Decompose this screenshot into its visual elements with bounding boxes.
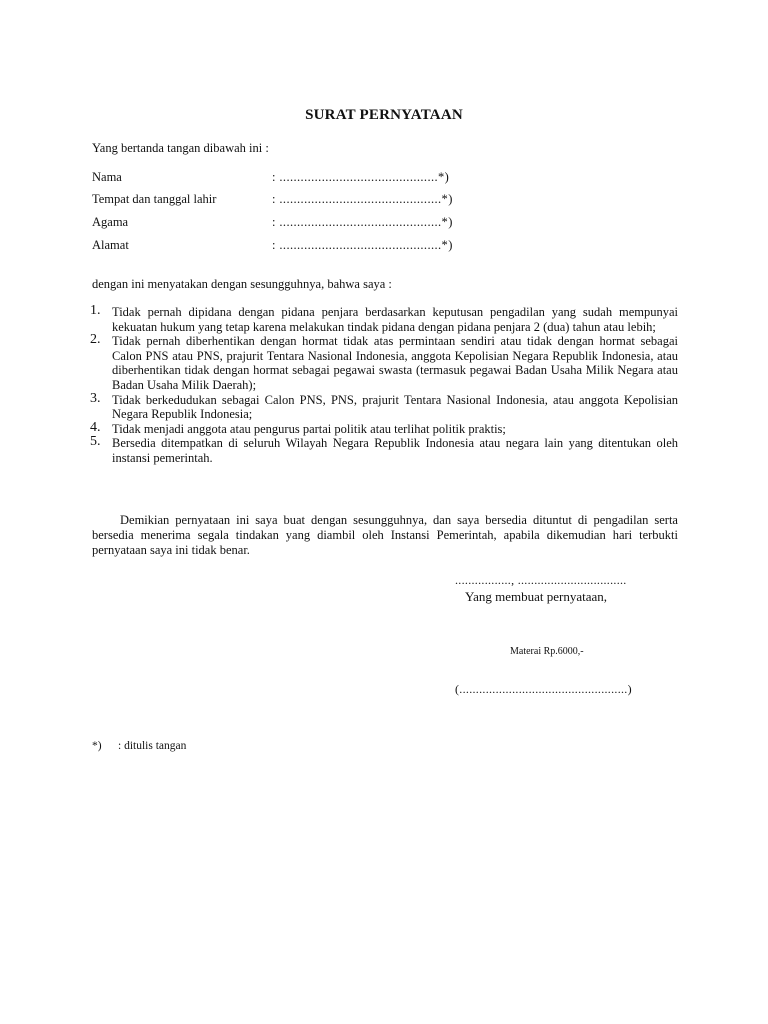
document-title: SURAT PERNYATAAN (305, 107, 463, 123)
field-label: Agama (92, 215, 129, 229)
list-item (90, 436, 678, 465)
list-item (90, 390, 678, 422)
field-nama (92, 170, 449, 185)
list-item (90, 419, 678, 437)
signature-role: Yang membuat pernyataan, (465, 589, 608, 604)
list-item (90, 334, 678, 392)
list-text: Bersedia ditempatkan di seluruh Wilayah Negara Republik Indonesia atau negara lain yang ditentukan oleh instansi pemerintah. (112, 436, 678, 465)
field-label: Nama (92, 170, 122, 184)
list-text: Tidak berkedudukan sebagai Calon PNS, PNS, prajurit Tentara Nasional Indonesia, atau anggota Kepolisian Negara Republik Indonesia; (112, 392, 678, 422)
field-value: : ..............................................*) (272, 215, 453, 229)
signature-name-line: (...................................................) (455, 682, 632, 696)
field-label: Alamat (92, 238, 129, 252)
list-number: 4. (90, 419, 101, 435)
field-alamat (92, 238, 453, 253)
closing-paragraph: Demikian pernyataan ini saya buat dengan sesungguhnya, dan saya bersedia dituntut di pengadilan serta bersedia menerima segala tindakan yang diambil oleh Instansi Pemerintah, apabila dikemudian hari terbukti pernyataan saya ini tidak benar. (92, 513, 678, 557)
list-number: 2. (90, 332, 101, 348)
footnote-text: : ditulis tangan (118, 740, 187, 752)
field-value: : .............................................*) (272, 170, 450, 184)
list-number: 3. (90, 390, 101, 406)
signature-place-date: ................., ................................. (455, 573, 627, 587)
list-number: 5. (90, 434, 101, 450)
list-text: Tidak menjadi anggota atau pengurus partai politik atau terlihat politik praktis; (112, 421, 506, 436)
list-text: Tidak pernah dipidana dengan pidana penjara berdasarkan keputusan pengadilan yang sudah mempunyai kekuatan hukum yang tetap karena melakukan tindak pidana dengan pidana penjara 2 (dua) tahun atau lebih; (112, 305, 678, 334)
field-agama (92, 215, 453, 230)
field-tempat-tanggal-lahir (92, 192, 453, 207)
footnote (92, 740, 186, 752)
stamp-duty-label: Materai Rp.6000,- (510, 646, 584, 657)
list-text: Tidak pernah diberhentikan dengan hormat tidak atas permintaan sendiri atau tidak dengan hormat sebagai Calon PNS atau PNS, prajurit Tentara Nasional Indonesia, anggota Kepolisian Negara Republik Indonesia, atau diberhentikan tidak dengan hormat sebagai pegawai swasta (termasuk pegawai Badan Usaha Milik Negara atau Badan Usaha Milik Daerah); (112, 334, 678, 392)
declaration-intro: dengan ini menyatakan dengan sesungguhnya, bahwa saya : (92, 277, 392, 291)
intro-text: Yang bertanda tangan dibawah ini : (92, 141, 269, 155)
list-item (90, 305, 678, 334)
footnote-mark: *) (92, 740, 102, 752)
statement-list (90, 305, 678, 466)
field-value: : ..............................................*) (272, 192, 453, 206)
field-label: Tempat dan tanggal lahir (92, 192, 217, 206)
list-number: 1. (90, 303, 101, 318)
field-value: : ..............................................*) (272, 238, 453, 252)
